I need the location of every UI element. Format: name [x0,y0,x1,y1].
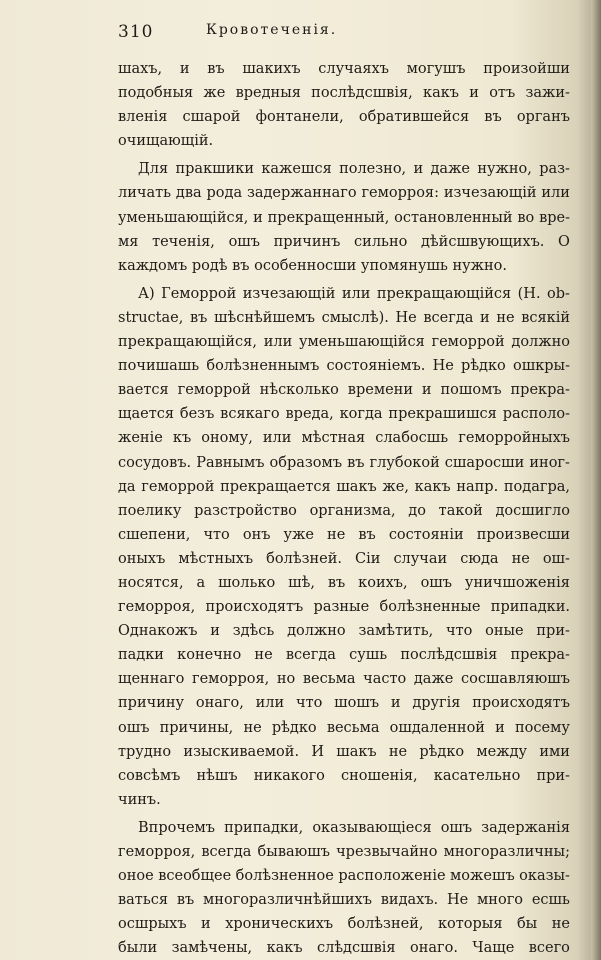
text-line: геморроя, происходятъ разные болѣзненные припадки. [118,599,570,616]
text-line: чинъ. [118,791,161,808]
text-line: почишашь болѣзненнымъ состояніемъ. Не рѣдко ошкры- [118,358,570,375]
text-line: были замѣчены, какъ слѣдсшвія онаго. Чаще всего [118,940,570,957]
text-line: каждомъ родѣ въ особенносши упомянушь нужно. [118,257,508,274]
text-line: уменьшающійся, и прекращенный, остановленный во вре- [118,209,570,226]
text-line: личать два рода задержаннаго геморроя: изчезающій или [118,185,570,202]
text-line: оное всеобщее болѣзненное расположеніе можешъ оказы- [118,868,570,885]
text-line: ваться въ многоразличнѣйшихъ видахъ. Не много есшь [118,892,570,909]
page-number: 310 [118,22,154,42]
text-line: оныхъ мѣстныхъ болѣзней. Сіи случаи сюда не ош- [118,550,570,567]
text-line: Впрочемъ припадки, оказывающіеся ошъ задержанія [138,819,570,836]
text-line: вленія сшарой фонтанели, обратившейся въ органъ [118,109,570,126]
text-line: очищающій. [118,133,214,150]
text-line: падки конечно не всегда сушь послѣдсшвія прекра- [118,647,570,664]
text-line: геморроя, всегда бываюшъ чрезвычайно многоразличны; [118,844,570,860]
text-line: щается безъ всякаго вреда, когда прекрашишся располо- [118,406,570,423]
book-spine-shadow [591,0,601,960]
text-line: трудно изыскиваемой. И шакъ не рѣдко между ими [118,743,570,760]
text-line: Для пракшики кажешся полезно, и даже нужно, раз- [138,161,570,178]
text-line: совсѣмъ нѣшъ никакого сношенія, касательно при- [118,767,570,784]
text-line: щеннаго геморроя, но весьма часто даже сосшавляюшъ [118,671,570,688]
text-line: да геморрой прекращается шакъ же, какъ напр. подагра, [118,478,570,495]
text-line: сшепени, что онъ уже не въ состояніи произвесши [118,526,570,543]
text-line: причину онаго, или что шошъ и другія происходятъ [118,695,570,712]
text-line: ошъ причины, не рѣдко весьма ошдаленной и посему [118,719,570,736]
text-line: прекращающійся, или уменьшающійся геморрой должно [118,334,570,351]
text-line: женіе къ оному, или мѣстная слабосшь геморройныхъ [118,430,570,447]
text-line: шахъ, и въ шакихъ случаяхъ могушъ произойши [118,61,570,77]
text-line: поелику разстройство организма, до такой досшигло [118,502,570,519]
text-line: вается геморрой нѣсколько времени и пошомъ прекра- [118,382,570,399]
text-line: мя теченія, ошъ причинъ сильно дѣйсшвующихъ. О [118,233,570,250]
text-line: подобныя же вредныя послѣдсшвія, какъ и отъ зажи- [118,85,570,102]
text-line: structae, въ шѣснѣйшемъ смыслѣ). Не всегда и не всякій [118,309,570,326]
text-line: осшрыхъ и хроническихъ болѣзней, которыя бы не [118,916,570,933]
text-line: сосудовъ. Равнымъ образомъ въ глубокой сшаросши иног- [118,454,570,471]
running-head: Кровотеченія. [206,22,338,38]
body-text [118,57,570,960]
text-line: носятся, а шолько шѣ, въ коихъ, ошъ уничшоженія [118,574,570,591]
text-line: А) Геморрой изчезающій или прекращающійся (H. ob- [138,285,570,302]
text-line: Однакожъ и здѣсь должно замѣтить, что оные при- [118,623,570,640]
